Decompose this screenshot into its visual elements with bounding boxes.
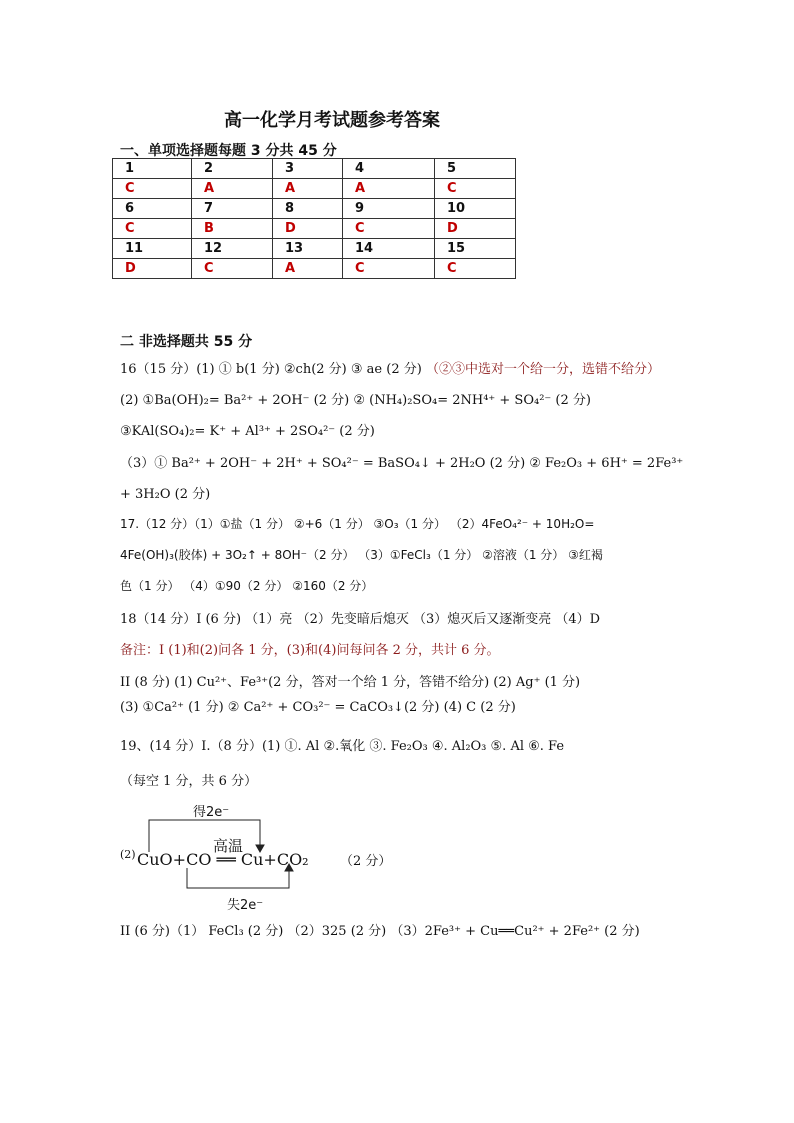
q18-line-3: (3) ①Ca²⁺ (1 分) ② Ca²⁺ + CO₃²⁻ = CaCO₃↓(2 分) (4) C (2 分) — [120, 700, 516, 715]
answer-cell: C — [192, 259, 273, 279]
lose-arrow-line — [187, 868, 289, 888]
q16-line-4: （3）① Ba²⁺ + 2OH⁻ + 2H⁺ + SO₄²⁻ = BaSO₄↓ + 2H₂O (2 分) ② Fe₂O₃ + 6H⁺ = 2Fe³⁺ — [120, 456, 684, 471]
q18-line-2: II (8 分) (1) Cu²⁺、Fe³⁺(2 分，答对一个给 1 分，答错不给分) (2) Ag⁺ (1 分) — [120, 675, 581, 690]
q16-line-2: (2) ①Ba(OH)₂= Ba²⁺ + 2OH⁻ (2 分) ② (NH₄)₂SO₄= 2NH⁴⁺ + SO₄²⁻ (2 分) — [120, 393, 591, 408]
question-number-cell: 9 — [343, 199, 435, 219]
q16-grading-note: （②③中选对一个给一分，选错不给分） — [425, 362, 660, 377]
q18-line-1: 18（14 分）I (6 分) （1）亮 （2）先变暗后熄灭 （3）熄灭后又逐渐变亮 （4）D — [120, 612, 601, 627]
question-number-cell: 7 — [192, 199, 273, 219]
q19-line-3: II (6 分)（1） FeCl₃ (2 分) （2）325 (2 分) （3）2Fe³⁺ + Cu══Cu²⁺ + 2Fe²⁺ (2 分) — [120, 924, 640, 939]
question-number-cell: 3 — [273, 159, 343, 179]
answer-cell: D — [113, 259, 192, 279]
page-title: 高一化学月考试题参考答案 — [224, 110, 440, 131]
answer-cell: C — [343, 219, 435, 239]
q17-line-2: 4Fe(OH)₃(胶体) + 3O₂↑ + 8OH⁻（2 分） （3）①FeCl₃（1 分） ②溶液（1 分） ③红褐 — [120, 548, 603, 562]
answer-cell: A — [343, 179, 435, 199]
answer-cell: C — [435, 179, 516, 199]
answer-cell: A — [273, 179, 343, 199]
q17-line-1: 17.（12 分）（1）①盐（1 分） ②+6（1 分） ③O₃（1 分） （2）4FeO₄²⁻ + 10H₂O= — [120, 517, 595, 531]
question-number-cell: 11 — [113, 239, 192, 259]
question-number-cell: 4 — [343, 159, 435, 179]
question-number-cell: 5 — [435, 159, 516, 179]
question-number-cell: 10 — [435, 199, 516, 219]
answer-cell: C — [113, 219, 192, 239]
answer-cell: C — [435, 259, 516, 279]
q16-line-5: + 3H₂O (2 分) — [120, 487, 211, 502]
answer-cell: B — [192, 219, 273, 239]
gain-arrow-line — [149, 820, 260, 852]
redox-equation: CuO+CO ══ Cu+CO₂ — [137, 850, 309, 869]
q16-part1: 16（15 分）(1) ① b(1 分) ②ch(2 分) ③ ae (2 分) — [120, 362, 422, 377]
answer-cell: D — [435, 219, 516, 239]
q19-part2-label: (2) — [120, 848, 136, 861]
answer-cell: C — [343, 259, 435, 279]
question-number-cell: 6 — [113, 199, 192, 219]
answer-cell: A — [273, 259, 343, 279]
question-number-cell: 1 — [113, 159, 192, 179]
question-number-cell: 12 — [192, 239, 273, 259]
question-number-cell: 14 — [343, 239, 435, 259]
question-number-cell: 8 — [273, 199, 343, 219]
q19-line-1: 19、(14 分）I.（8 分）(1) ①. Al ②.氧化 ③. Fe₂O₃ ④. Al₂O₃ ⑤. Al ⑥. Fe — [120, 739, 565, 754]
answer-cell: A — [192, 179, 273, 199]
reaction-condition: 高温 — [213, 837, 244, 855]
q19-line-2: （每空 1 分，共 6 分） — [120, 774, 258, 789]
q16-line-3: ③KAl(SO₄)₂= K⁺ + Al³⁺ + 2SO₄²⁻ (2 分) — [120, 424, 375, 439]
section-heading-choice: 一、单项选择题每题 3 分共 45 分 — [120, 143, 337, 159]
q18-grading-note: 备注：I (1)和(2)问各 1 分，(3)和(4)问每问各 2 分，共计 6 分。 — [120, 643, 500, 658]
electron-gain-label: 得2e⁻ — [193, 805, 230, 820]
question-number-cell: 13 — [273, 239, 343, 259]
question-number-cell: 15 — [435, 239, 516, 259]
q19-part2-score: （2 分） — [340, 854, 392, 869]
answer-cell: D — [273, 219, 343, 239]
section-heading-nonchoice: 二 非选择题共 55 分 — [120, 334, 253, 350]
q17-line-3: 色（1 分） （4）①90（2 分） ②160（2 分） — [120, 579, 374, 593]
electron-lose-label: 失2e⁻ — [227, 898, 264, 913]
answer-cell: C — [113, 179, 192, 199]
question-number-cell: 2 — [192, 159, 273, 179]
